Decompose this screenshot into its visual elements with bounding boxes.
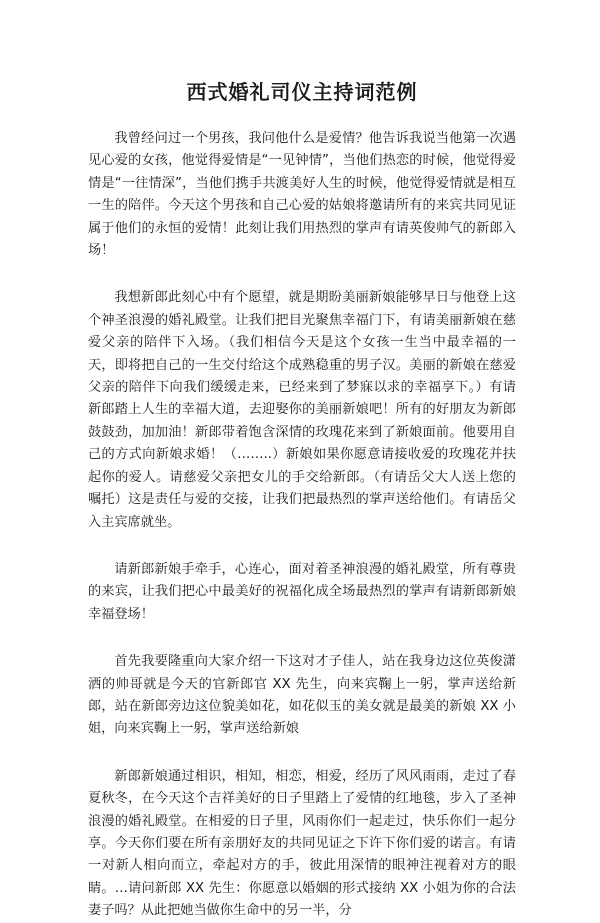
paragraph-opening: 我曾经问过一个男孩，我问他什么是爱情？他告诉我说当他第一次遇见心爱的女孩，他觉得爱情是“一见钟情”，当他们热恋的时候，他觉得爱情是“一往情深”，当他们携手共渡美好人生的时候，他觉得爱情就是相互一生的陪伴。今天这个男孩和自己心爱的姑娘将邀请所有的来宾共同见证属于他们的永恒的爱情！此刻让我们用热烈的掌声有请英俊帅气的新郎入场！ (88, 131, 516, 259)
paragraph-vows: 新郎新娘通过相识，相知，相恋，相爱，经历了风风雨雨，走过了春夏秋冬，在今天这个吉祥美好的日子里踏上了爱情的红地毯，步入了圣神浪漫的婚礼殿堂。在相爱的日子里，风雨你们一起走过，快乐你们一起分享。今天你们要在所有亲朋好友的共同见证之下许下你们爱的诺言。有请一对新人相向而立，牵起对方的手，彼此用深情的眼神注视着对方的眼睛。…请问新郎 XX 先生：你愿意以婚姻的形式接纳 XX 小姐为你的合法妻子吗？从此把她当做你生命中的另一半，分 (88, 768, 516, 919)
paragraph-couple-entrance: 请新郎新娘手牵手，心连心，面对着圣神浪漫的婚礼殿堂，所有尊贵的来宾，让我们把心中最美好的祝福化成全场最热烈的掌声有请新郎新娘幸福登场！ (88, 561, 516, 622)
document-title: 西式婚礼司仪主持词范例 (186, 80, 418, 104)
paragraph-introduction: 首先我要隆重向大家介绍一下这对才子佳人，站在我身边这位英俊潇洒的帅哥就是今天的官新郎官 XX 先生，向来宾鞠上一躬，掌声送给新郎，站在新郎旁边这位貌美如花，如花似玉的美女就是最美的新娘 XX 小姐，向来宾鞠上一躬，掌声送给新娘 (88, 654, 516, 737)
paragraph-bride-entrance: 我想新郎此刻心中有个愿望，就是期盼美丽新娘能够早日与他登上这个神圣浪漫的婚礼殿堂。让我们把目光聚焦幸福门下，有请美丽新娘在慈爱父亲的陪伴下入场。（我们相信今天是这个女孩一生当中最幸福的一天，即将把自己的一生交付给这个成熟稳重的男子汉。美丽的新娘在慈爱父亲的陪伴下向我们缓缓走来，已经来到了梦寐以求的幸福享下。）有请新郎踏上人生的幸福大道，去迎娶你的美丽新娘吧！所有的好朋友为新郎鼓鼓劲，加加油！新郎带着饱含深情的玫瑰花来到了新娘面前。他要用自己的方式向新娘求婚！（……..）新娘如果你愿意请接收爱的玫瑰花并扶起你的爱人。请慈爱父亲把女儿的手交给新郎。（有请岳父大人送上您的嘱托）这是责任与爱的交接，让我们把最热烈的掌声送给他们。有请岳父入主宾席就坐。 (88, 290, 516, 530)
